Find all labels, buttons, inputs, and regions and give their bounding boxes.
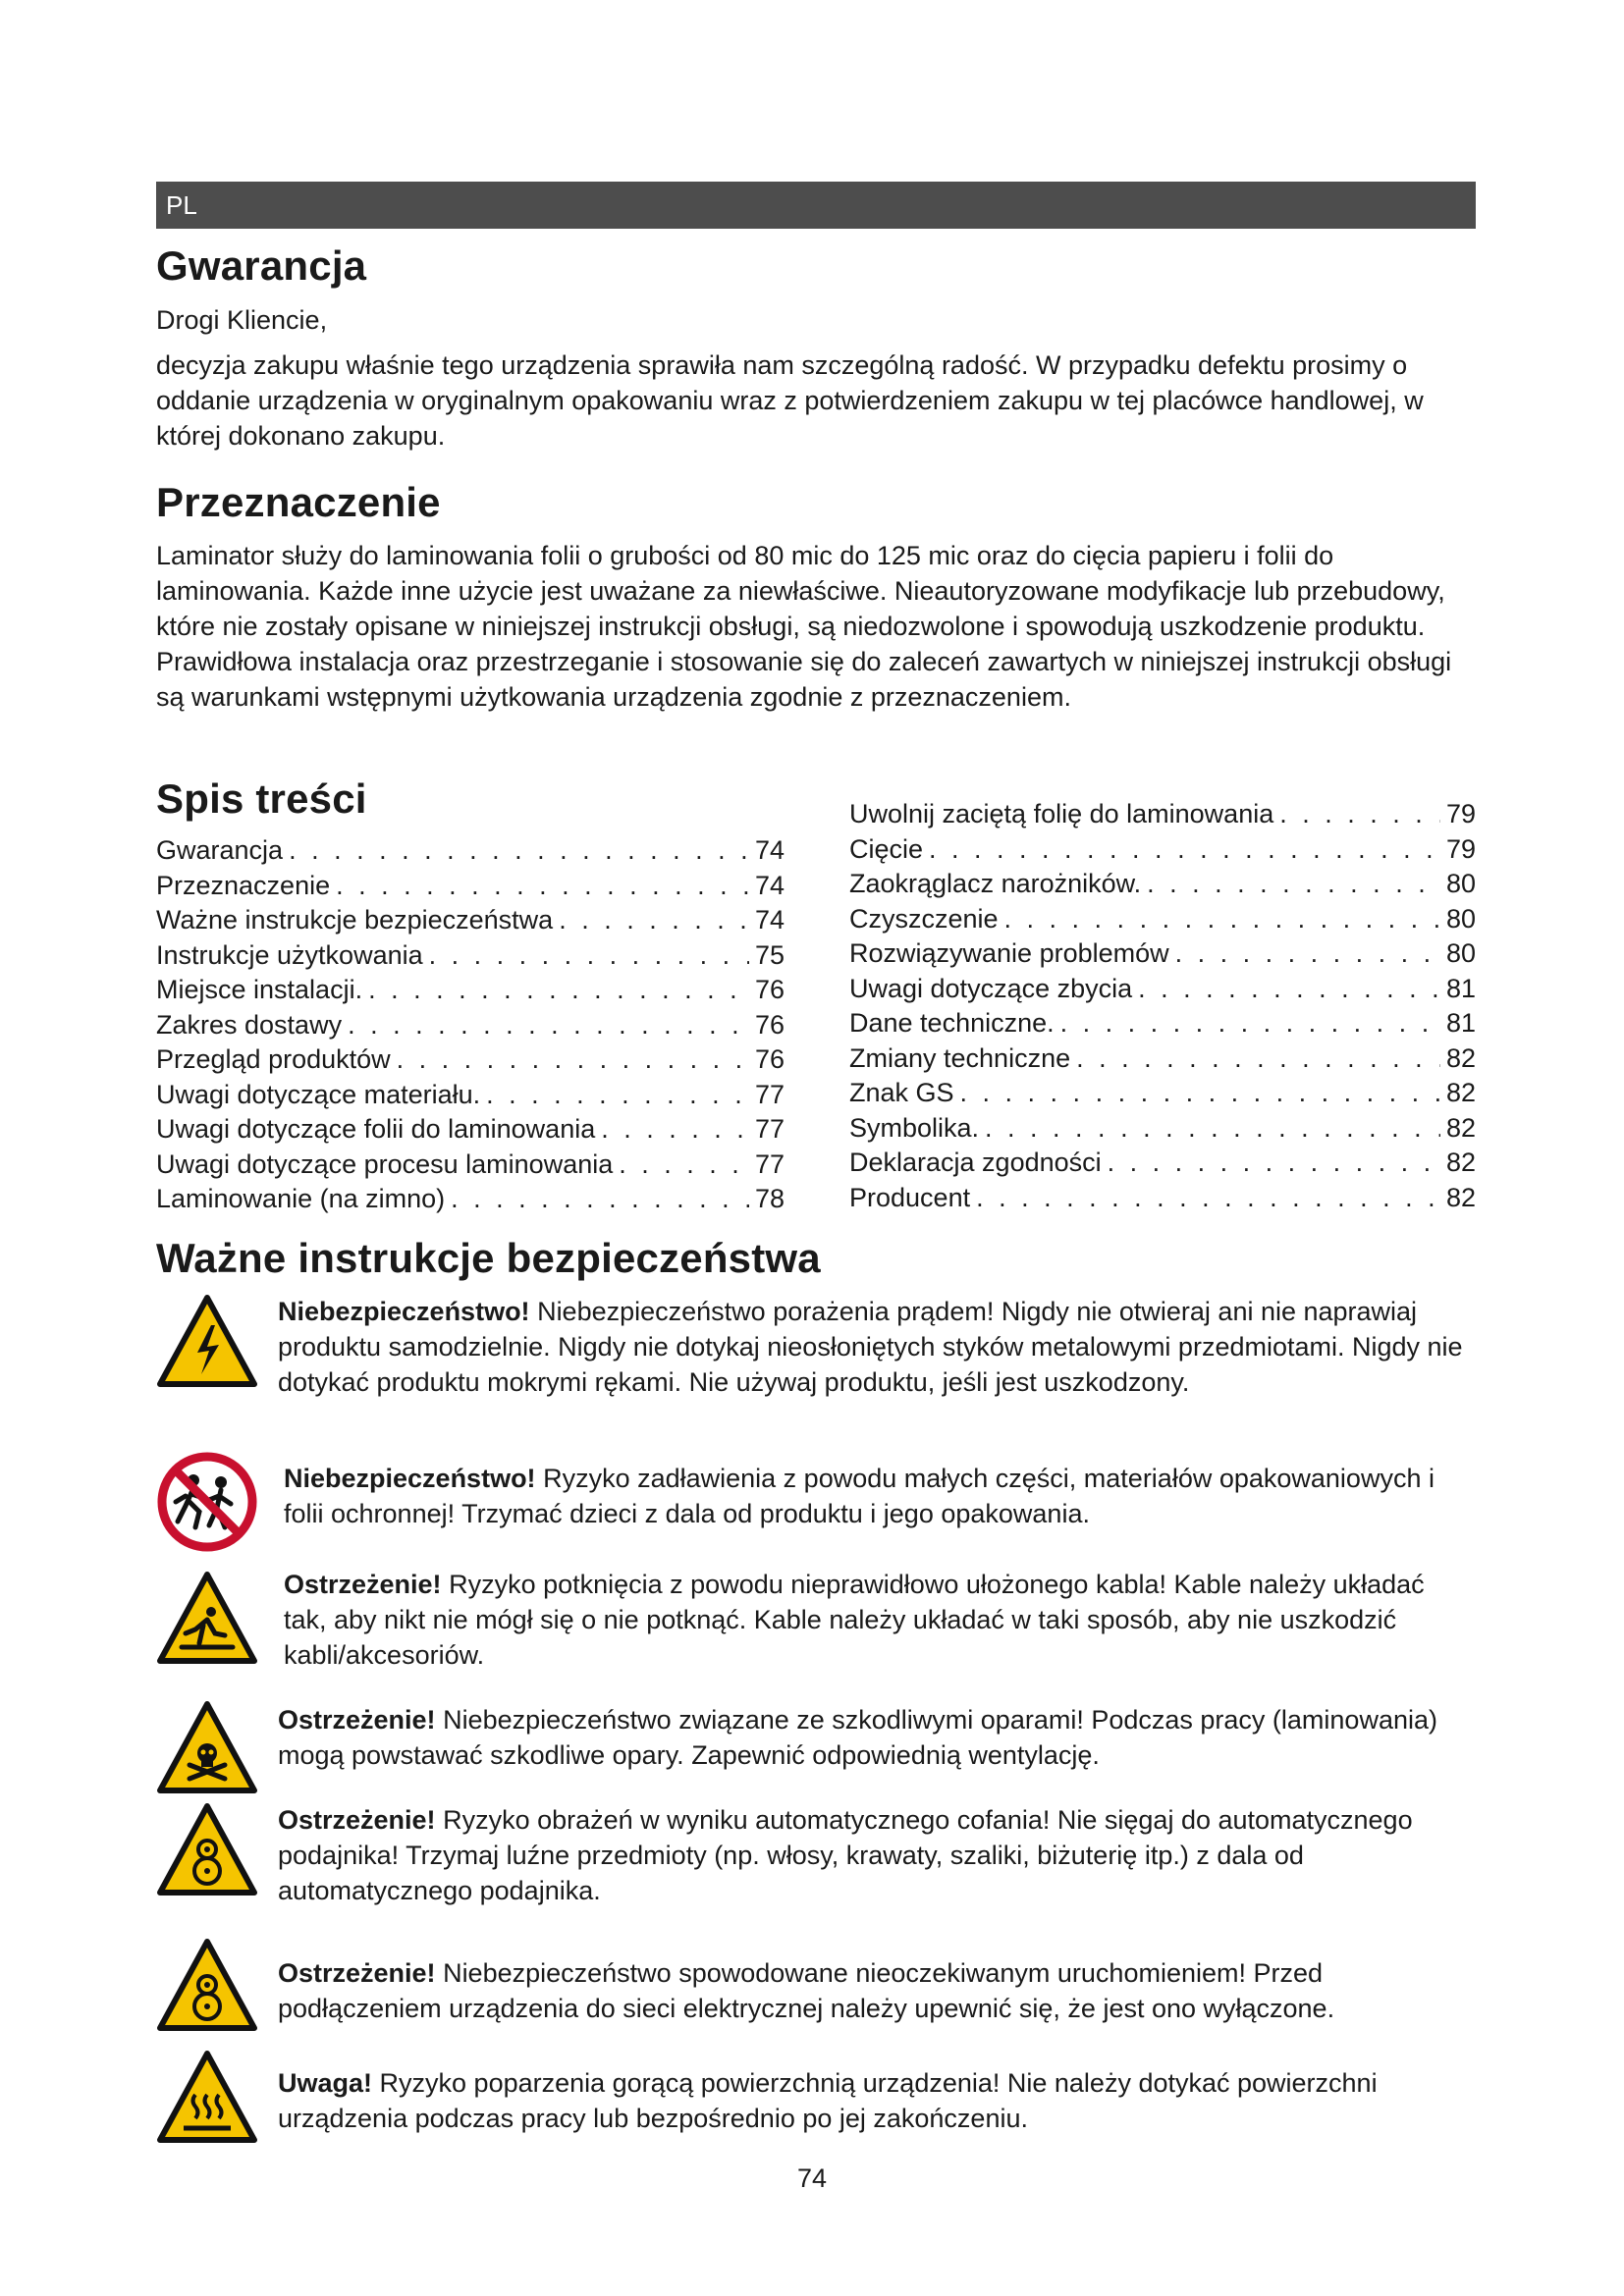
toc-leader-dots bbox=[999, 902, 1440, 937]
toc-entry-label: Zaokrąglacz narożników. bbox=[849, 869, 1142, 898]
toc-entry-label: Producent bbox=[849, 1182, 971, 1212]
safety-lead: Uwaga! bbox=[278, 2068, 373, 2098]
toc-leader-dots bbox=[1169, 936, 1440, 972]
safety-lead: Ostrzeżenie! bbox=[284, 1570, 442, 1599]
toc-entry-label: Laminowanie (na zimno) bbox=[156, 1184, 446, 1213]
toc-entry-label: Uwagi dotyczące zbycia bbox=[849, 973, 1133, 1003]
greeting: Drogi Kliencie, bbox=[156, 305, 328, 335]
toc-entry-label: Zakres dostawy bbox=[156, 1009, 343, 1040]
section-title-przeznaczenie: Przeznaczenie bbox=[156, 479, 441, 525]
toc-entry-label: Znak GS bbox=[849, 1078, 954, 1107]
toc-entry bbox=[156, 973, 785, 1008]
toc-entry-page: 76 bbox=[754, 1009, 785, 1040]
toc-entry bbox=[156, 1008, 785, 1043]
toc-leader-dots bbox=[970, 1181, 1440, 1216]
safety-lead: Ostrzeżenie! bbox=[278, 1705, 436, 1735]
page-number: 74 bbox=[796, 2163, 828, 2193]
toc-entry-label: Miejsce instalacji. bbox=[156, 975, 363, 1004]
toc-entry bbox=[849, 1076, 1476, 1111]
toc-leader-dots bbox=[362, 973, 749, 1008]
safety-lead: Niebezpieczeństwo! bbox=[278, 1297, 530, 1326]
toc-entry bbox=[156, 1112, 785, 1148]
safety-item-children bbox=[156, 1451, 1476, 1559]
toc-entry-page: 77 bbox=[754, 1079, 785, 1109]
toc-leader-dots bbox=[342, 1008, 749, 1043]
toc-entry-page: 77 bbox=[754, 1148, 785, 1179]
safety-lead: Ostrzeżenie! bbox=[278, 1958, 436, 1988]
toc-entry-page: 81 bbox=[1445, 973, 1476, 1003]
section-title-safety: Ważne instrukcje bezpieczeństwa bbox=[156, 1235, 821, 1281]
toc-leader-dots bbox=[330, 869, 749, 904]
toc-entry bbox=[156, 938, 785, 974]
toc-entry-page: 75 bbox=[754, 939, 785, 970]
safety-text-feed: Ostrzeżenie! Ryzyko obrażeń w wyniku automatycznego cofania! Nie sięgaj do automatycznego podajnika! Trzymaj luźne przedmioty (np. włosy, krawaty, szaliki, biżuterię itp.) z dala od automatycznego podajnika. bbox=[278, 1805, 1413, 1905]
toc-entry bbox=[849, 972, 1476, 1007]
przeznaczenie-body: Laminator służy do laminowania folii o grubości od 80 mic do 125 mic oraz do cięcia papieru i folii do laminowania. Każde inne użycie jest uważane za niewłaściwe. Nieautoryzowane modyfikacje lub przebudowy, które nie zostały opisane w niniejszej instrukcji obsługi, są niedozwolone i spowodują uszkodzenie produktu. Prawidłowa instalacja oraz przestrzeganie i stosowanie się do zaleceń zawartych w niniejszej instrukcji obsługi są warunkami wstępnymi użytkowania urządzenia zgodnie z przeznaczeniem. bbox=[156, 541, 1452, 712]
gwarancja-body: decyzja zakupu właśnie tego urządzenia sprawiła nam szczególną radość. W przypadku defektu prosimy o oddanie urządzenia w oryginalnym opakowaniu wraz z potwierdzeniem zakupu w tej placówce handlowej, w której dokonano zakupu. bbox=[156, 350, 1424, 451]
toc-leader-dots bbox=[1273, 797, 1440, 832]
toc-entry bbox=[156, 1078, 785, 1113]
toc-entry-label: Ważne instrukcje bezpieczeństwa bbox=[156, 905, 554, 934]
toc-entry-page: 82 bbox=[1445, 1148, 1476, 1177]
safety-item-feed bbox=[156, 1802, 1476, 1920]
toc-entry bbox=[156, 903, 785, 938]
toc-entry bbox=[849, 797, 1476, 832]
toc-entry-page: 81 bbox=[1445, 1008, 1476, 1038]
toc-entry bbox=[156, 1182, 785, 1217]
toc-entry bbox=[849, 832, 1476, 868]
toc-entry-page: 74 bbox=[754, 835, 785, 865]
toc-leader-dots bbox=[1132, 972, 1440, 1007]
toc-entry-page: 80 bbox=[1445, 869, 1476, 898]
toc-entry-label: Uwagi dotyczące procesu laminowania bbox=[156, 1148, 614, 1179]
toc-entry-label: Czyszczenie bbox=[849, 903, 999, 934]
toc-leader-dots bbox=[283, 833, 749, 869]
toc-entry-label: Cięcie bbox=[849, 833, 924, 864]
toc-leader-dots bbox=[1070, 1041, 1440, 1077]
section-title-gwarancja: Gwarancja bbox=[156, 242, 367, 289]
toxic-hazard-icon bbox=[156, 1700, 258, 1794]
safety-text-fumes: Ostrzeżenie! Niebezpieczeństwo związane ze szkodliwymi oparami! Podczas pracy (laminowania) mogą powstawać szkodliwe opary. Zapewnić odpowiednią wentylację. bbox=[278, 1705, 1437, 1770]
toc-leader-dots bbox=[445, 1182, 749, 1217]
toc-entry-page: 74 bbox=[754, 905, 785, 934]
toc-entry-page: 82 bbox=[1445, 1182, 1476, 1212]
toc-entry bbox=[849, 1146, 1476, 1181]
toc-entry-label: Zmiany techniczne bbox=[849, 1042, 1071, 1073]
toc-leader-dots bbox=[979, 1111, 1440, 1147]
toc-entry-page: 82 bbox=[1445, 1112, 1476, 1143]
electric-hazard-icon bbox=[156, 1294, 258, 1388]
toc-entry-page: 82 bbox=[1445, 1042, 1476, 1073]
toc-entry-label: Przeznaczenie bbox=[156, 870, 331, 900]
section-title-spis: Spis treści bbox=[156, 775, 367, 822]
toc-entry bbox=[849, 936, 1476, 972]
hot-surface-icon bbox=[156, 2050, 258, 2144]
toc-left-column bbox=[156, 833, 785, 1217]
toc-leader-dots bbox=[1102, 1146, 1440, 1181]
toc-entry bbox=[849, 1111, 1476, 1147]
language-bar bbox=[156, 182, 1476, 229]
toc-entry-label: Uwagi dotyczące folii do laminowania bbox=[156, 1114, 596, 1144]
safety-lead: Ostrzeżenie! bbox=[278, 1805, 436, 1835]
toc-entry bbox=[849, 1181, 1476, 1216]
safety-item-fumes bbox=[156, 1698, 1476, 1796]
entanglement-hazard-icon bbox=[156, 1802, 258, 1896]
toc-leader-dots bbox=[553, 903, 749, 938]
safety-lead: Niebezpieczeństwo! bbox=[284, 1464, 536, 1493]
toc-entry-page: 82 bbox=[1445, 1078, 1476, 1107]
toc-leader-dots bbox=[954, 1076, 1440, 1111]
toc-entry-page: 74 bbox=[754, 870, 785, 900]
toc-leader-dots bbox=[923, 832, 1440, 868]
toc-entry-page: 80 bbox=[1445, 938, 1476, 968]
rollers-hazard-icon bbox=[156, 1938, 258, 2032]
toc-entry-page: 78 bbox=[754, 1184, 785, 1213]
safety-text-children: Niebezpieczeństwo! Ryzyko zadławienia z powodu małych części, materiałów opakowaniowych i folii ochronnej! Trzymać dzieci z dala od produktu i jego opakowania. bbox=[284, 1464, 1435, 1528]
toc-entry-label: Uwagi dotyczące materiału. bbox=[156, 1079, 481, 1109]
toc-entry-page: 76 bbox=[754, 975, 785, 1004]
toc-leader-dots bbox=[613, 1148, 749, 1183]
toc-entry bbox=[849, 902, 1476, 937]
toc-entry bbox=[156, 833, 785, 869]
toc-entry-label: Przegląd produktów bbox=[156, 1044, 391, 1074]
toc-entry-label: Deklaracja zgodności bbox=[849, 1148, 1102, 1177]
toc-leader-dots bbox=[1141, 867, 1440, 902]
toc-leader-dots bbox=[595, 1112, 749, 1148]
toc-entry-label: Gwarancja bbox=[156, 835, 284, 865]
language-code: PL bbox=[166, 190, 197, 220]
toc-entry-label: Uwolnij zaciętą folię do laminowania bbox=[849, 799, 1274, 828]
toc-entry-label: Symbolika. bbox=[849, 1112, 980, 1143]
safety-text-electric: Niebezpieczeństwo! Niebezpieczeństwo porażenia prądem! Nigdy nie otwieraj ani nie naprawiaj produktu samodzielnie. Nigdy nie dotykaj nieosłoniętych styków metalowymi przedmiotami. Nigdy nie dotykać produktu mokrymi rękami. Nie używaj produktu, jeśli jest uszkodzony. bbox=[278, 1297, 1463, 1397]
toc-leader-dots bbox=[1055, 1006, 1440, 1041]
safety-item-electric bbox=[156, 1294, 1476, 1441]
toc-entry-label: Rozwiązywanie problemów bbox=[849, 938, 1169, 968]
toc-right-column bbox=[849, 797, 1476, 1215]
toc-entry-page: 76 bbox=[754, 1044, 785, 1074]
safety-item-hot bbox=[156, 2050, 1476, 2148]
toc-entry-page: 79 bbox=[1445, 799, 1476, 828]
toc-entry-label: Instrukcje użytkowania bbox=[156, 939, 423, 970]
toc-leader-dots bbox=[480, 1078, 749, 1113]
trip-hazard-icon bbox=[156, 1571, 258, 1665]
toc-entry bbox=[849, 1041, 1476, 1077]
toc-entry bbox=[156, 1042, 785, 1078]
safety-item-trip bbox=[156, 1567, 1476, 1684]
toc-entry bbox=[849, 1006, 1476, 1041]
safety-item-startup bbox=[156, 1938, 1476, 2036]
toc-entry bbox=[849, 867, 1476, 902]
toc-entry-page: 77 bbox=[754, 1114, 785, 1144]
toc-entry bbox=[156, 1148, 785, 1183]
safety-text-hot: Uwaga! Ryzyko poparzenia gorącą powierzchnią urządzenia! Nie należy dotykać powierzchni urządzenia podczas pracy lub bezpośrednio po jej zakończeniu. bbox=[278, 2068, 1378, 2133]
toc-entry-page: 80 bbox=[1445, 903, 1476, 934]
toc-leader-dots bbox=[423, 938, 749, 974]
no-children-icon bbox=[156, 1451, 258, 1553]
toc-entry bbox=[156, 869, 785, 904]
safety-text-trip: Ostrzeżenie! Ryzyko potknięcia z powodu nieprawidłowo ułożonego kabla! Kable należy układać tak, aby nikt nie mógł się o nie potknąć. Kable należy układać w taki sposób, aby nie uszkodzić kabli/akcesoriów. bbox=[284, 1570, 1425, 1670]
toc-entry-label: Dane techniczne. bbox=[849, 1008, 1055, 1038]
safety-text-startup: Ostrzeżenie! Niebezpieczeństwo spowodowane nieoczekiwanym uruchomieniem! Przed podłączeniem urządzenia do sieci elektrycznej należy upewnić się, że jest ono wyłączone. bbox=[278, 1958, 1335, 2023]
toc-entry-page: 79 bbox=[1445, 833, 1476, 864]
toc-leader-dots bbox=[391, 1042, 749, 1078]
